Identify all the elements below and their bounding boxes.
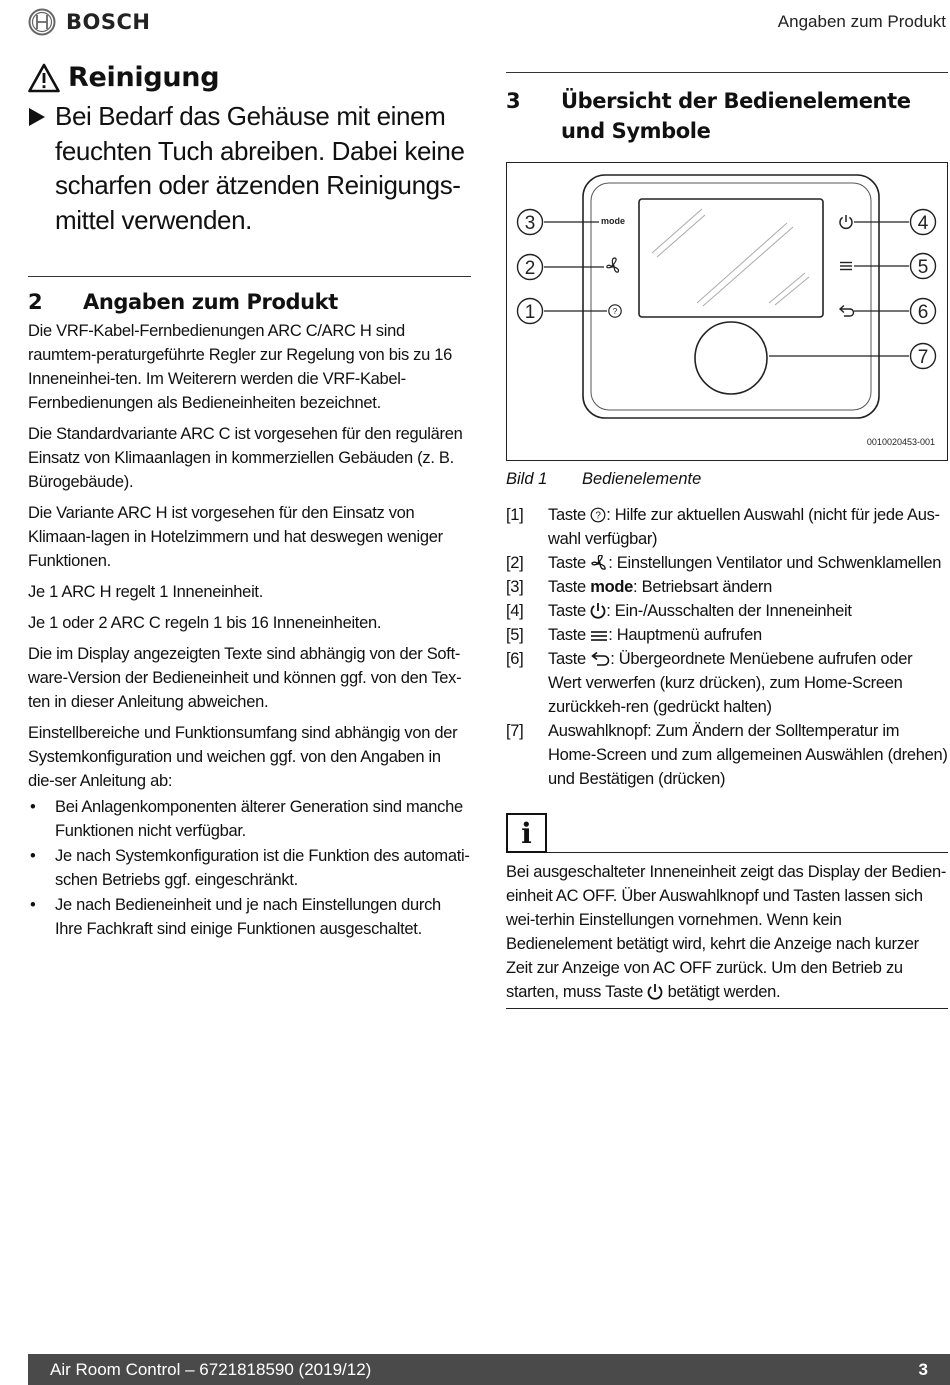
figure-caption-text: Bedienelemente xyxy=(582,470,702,488)
device-drawing xyxy=(507,163,946,459)
legend-item: [4] Taste : Ein-/Ausschalten der Inneneinheit xyxy=(506,602,852,620)
svg-text:?: ? xyxy=(612,307,618,316)
svg-text:2: 2 xyxy=(524,258,536,279)
running-header: Angaben zum Produkt xyxy=(777,12,946,31)
list-item: • Bei Anlagenkomponenten älterer Generation sind manche Funktionen nicht verfügbar. xyxy=(30,798,463,840)
mode-label: mode xyxy=(601,216,626,226)
section-2-heading xyxy=(28,290,471,314)
cleaning-heading xyxy=(28,62,471,93)
paragraph: Die Variante ARC H ist vorgesehen für den Einsatz von Klimaan-lagen in Hotelzimmern und hat deswegen weniger Funktionen. xyxy=(28,504,443,570)
callout-5 xyxy=(911,254,936,279)
legend-list xyxy=(506,503,948,791)
footer-document-id: Air Room Control – 6721818590 (2019/12) xyxy=(50,1359,372,1379)
help-icon xyxy=(590,507,606,523)
figure-caption xyxy=(506,470,948,489)
info-text: Bei ausgeschalteter Inneneinheit zeigt das Display der Bedien-einheit AC OFF. Über Auswahlknopf und Tasten lassen sich wei-terhin Einstellungen vornehmen. Wenn kein Bedienelement betätigt wird, kehrt die Anzeige nach kurzer Zeit zur Anzeige von AC OFF zurück. Um den Betrieb zu starten, muss Taste betätigt werden. xyxy=(506,860,948,1009)
power-icon xyxy=(590,602,606,619)
cleaning-step xyxy=(28,99,471,237)
list-item: • Je nach Bedieneinheit und je nach Einstellungen durch Ihre Fachkraft sind einige Funktionen ausgeschaltet. xyxy=(30,896,441,938)
power-icon xyxy=(840,215,852,228)
legend-item: [7] Auswahlknopf: Zum Ändern der Solltemperatur im Home-Screen und zum allgemeinen Auswählen (drehen) und Bestätigen (drücken) xyxy=(506,722,948,788)
svg-text:5: 5 xyxy=(917,257,929,278)
paragraph: Die Standardvariante ARC C ist vorgesehen für den regulären Einsatz von Klimaanlagen in kommerziellen Gebäuden (z. B. Bürogebäude). xyxy=(28,425,463,491)
callout-3 xyxy=(518,210,543,235)
svg-text:6: 6 xyxy=(917,302,929,323)
cleaning-step-text: Bei Bedarf das Gehäuse mit einem feuchten Tuch abreiben. Dabei keine scharfen oder ätzenden Reinigungs-mittel verwenden. xyxy=(55,101,465,235)
right-column xyxy=(506,72,948,1009)
step-arrow-icon xyxy=(28,99,55,237)
legend-item: [1] Taste ? : Hilfe zur aktuellen Auswahl (nicht für jede Aus-wahl verfügbar) xyxy=(506,506,940,548)
brand-name: BOSCH xyxy=(66,10,151,34)
svg-text:4: 4 xyxy=(917,213,929,234)
device-body xyxy=(583,175,879,418)
bosch-ring-icon xyxy=(28,8,56,36)
paragraph: Die VRF-Kabel-Fernbedienungen ARC C/ARC H sind raumtem-peraturgeführte Regler zur Regelung von bis zu 16 Inneneinhei-ten. Im Weiterern werden die VRF-Kabel-Fernbedienungen als Bedieneinheiten bezeichnet. xyxy=(28,322,453,412)
power-icon xyxy=(647,983,663,1000)
info-divider xyxy=(547,852,948,853)
menu-icon xyxy=(840,263,852,270)
device-figure xyxy=(506,162,948,461)
figure-number: Bild 1 xyxy=(506,470,548,488)
section-divider xyxy=(28,276,471,277)
svg-text:7: 7 xyxy=(917,347,929,368)
callout-6 xyxy=(911,299,936,324)
paragraph: Die im Display angezeigten Texte sind abhängig von der Soft-ware-Version der Bedieneinheit und können ggf. von den Tex-ten in dieser Anleitung abweichen. xyxy=(28,645,462,711)
list-item: • Je nach Systemkonfiguration ist die Funktion des automati-schen Betriebs ggf. eingeschränkt. xyxy=(30,847,470,889)
section-divider xyxy=(506,72,948,73)
legend-item: [2] Taste : Einstellungen Ventilator und Schwenklamellen xyxy=(506,554,942,572)
section-3-heading xyxy=(506,86,948,146)
legend-item: [6] Taste : Übergeordnete Menüebene aufrufen oder Wert verwerfen (kurz drücken), zum Home-Screen zurückkeh-ren (gedrückt halten) xyxy=(506,650,913,716)
paragraph: Einstellbereiche und Funktionsumfang sind abhängig von der Systemkonfiguration und weichen ggf. von den Angaben in die-ser Anleitung ab: xyxy=(28,724,458,790)
figure-code: 0010020453-001 xyxy=(866,437,935,447)
svg-text:?: ? xyxy=(595,510,601,522)
bosch-logo xyxy=(28,8,150,36)
back-icon xyxy=(840,306,854,317)
fan-icon xyxy=(607,258,619,272)
callout-7 xyxy=(911,344,936,369)
warning-icon xyxy=(28,63,60,93)
section-number: 3 xyxy=(506,89,521,113)
callout-2 xyxy=(518,255,543,280)
section-2-body xyxy=(28,319,471,941)
back-icon xyxy=(590,652,610,667)
menu-icon xyxy=(590,629,608,643)
section-title: Übersicht der Bedienelemente und Symbole xyxy=(561,89,911,143)
display-screen xyxy=(639,199,823,317)
selection-knob xyxy=(695,322,767,394)
info-note xyxy=(506,813,948,853)
svg-text:1: 1 xyxy=(524,302,536,323)
section-title: Angaben zum Produkt xyxy=(83,290,338,314)
paragraph: Je 1 oder 2 ARC C regeln 1 bis 16 Inneneinheiten. xyxy=(28,614,382,632)
page-number: 3 xyxy=(918,1359,928,1379)
page-footer xyxy=(28,1354,950,1385)
section-number: 2 xyxy=(28,290,43,314)
left-column xyxy=(28,62,471,941)
fan-icon xyxy=(590,555,608,571)
cleaning-title: Reinigung xyxy=(68,62,220,93)
legend-item: [3] Taste mode: Betriebsart ändern xyxy=(506,578,772,596)
info-icon: i xyxy=(506,813,547,853)
help-icon xyxy=(609,305,621,317)
callout-4 xyxy=(911,210,936,235)
callout-1 xyxy=(518,299,543,324)
svg-text:3: 3 xyxy=(524,213,536,234)
bullet-list xyxy=(28,795,471,941)
paragraph: Je 1 ARC H regelt 1 Inneneinheit. xyxy=(28,583,263,601)
legend-item: [5] Taste : Hauptmenü aufrufen xyxy=(506,626,762,644)
